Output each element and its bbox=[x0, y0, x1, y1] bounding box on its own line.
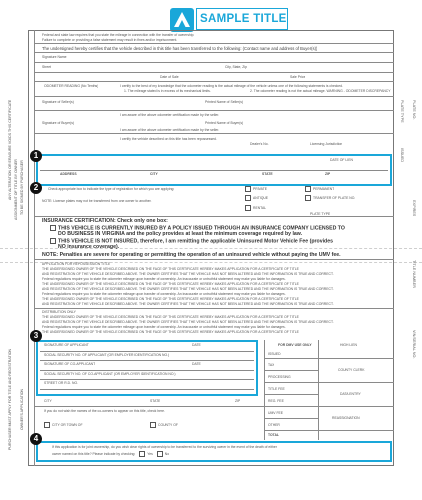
legal-text: Federal regulations require you to state the odometer mileage upon transfer of ownership. An inaccurate or untruthful statement may make you liable for damages. bbox=[42, 277, 286, 281]
form-line: Licensing Jurisdiction bbox=[310, 142, 343, 146]
rule bbox=[40, 370, 254, 371]
form-line: 2. The odometer reading is not the actual mileage. WARNING - ODOMETER DISCREPANCY bbox=[250, 89, 391, 93]
dmv-field: TITLE FEE bbox=[268, 387, 285, 391]
right-margin-text: VIN/SERIAL NO. bbox=[412, 330, 416, 359]
form-line: STREET OR R.D. NO. bbox=[44, 381, 79, 385]
legal-text: AND REGISTRATION OF THE VEHICLE DESCRIBED ABOVE. THE OWNER CERTIFIES THAT THE VEHICLE HAS NOT BEEN ALTERED AND THE INFORMATION IS TRUE AND CORRECT. bbox=[42, 272, 334, 276]
rule bbox=[34, 72, 394, 73]
rule bbox=[34, 308, 394, 309]
rule bbox=[34, 110, 394, 111]
option-label: CITY OR TOWN OF bbox=[52, 422, 83, 427]
form-line[interactable] bbox=[44, 422, 83, 428]
option-label: COUNTY OF bbox=[158, 422, 178, 427]
rule bbox=[40, 170, 388, 171]
legal-text: THE UNDERSIGNED OWNER OF THE VEHICLE DESCRIBED ON THE FACE OF THIS CERTIFICATE HEREBY MAKES APPLICATION FOR A CERTIFICATE OF TITLE bbox=[42, 282, 299, 286]
form-line: ODOMETER READING (No Tenths) bbox=[44, 84, 99, 88]
rule bbox=[34, 406, 264, 407]
form-line: Failure to complete or providing a false statement may result in fines and/or imprisonment. bbox=[42, 38, 178, 42]
legal-text: DISTRIBUTION ONLY bbox=[42, 310, 76, 314]
legal-text: Federal regulations require you to state the odometer mileage upon transfer of ownership. An inaccurate or untruthful statement may make you liable for damages. bbox=[42, 292, 286, 296]
dmv-field: COUNTY CLERK bbox=[338, 368, 365, 372]
penalty-note: NOTE: Penalties are severe for operating or permitting the operation of an uninsured vehicle without paying the UMV fee. bbox=[42, 252, 341, 258]
form-line: Check appropriate box to indicate the type of registration for which you are applying: bbox=[48, 187, 175, 191]
option-label: TRANSFER OF PLATE NO. bbox=[313, 195, 356, 200]
checkbox[interactable] bbox=[245, 195, 251, 201]
checkbox[interactable] bbox=[50, 225, 56, 231]
registration-option[interactable] bbox=[245, 186, 267, 192]
rule bbox=[34, 62, 394, 63]
legal-text: AND REGISTRATION OF THE VEHICLE DESCRIBED ABOVE. THE OWNER CERTIFIES THAT THE VEHICLE HAS NOT BEEN ALTERED AND THE INFORMATION IS TRUE AND CORRECT. bbox=[42, 302, 334, 306]
checkbox[interactable] bbox=[150, 422, 156, 428]
rule bbox=[264, 394, 318, 395]
right-margin-text: EXPIRES bbox=[412, 200, 416, 217]
option-label: RENTAL bbox=[253, 205, 267, 210]
dmv-field: HIGH LIEN bbox=[340, 343, 357, 347]
legal-text: THE UNDERSIGNED OWNER OF THE VEHICLE DESCRIBED ON THE FACE OF THIS CERTIFICATE HEREBY MAKES APPLICATION FOR A CERTIFICATE OF TITLE bbox=[42, 267, 299, 271]
form-line: CITY bbox=[44, 399, 52, 403]
step-badge-1: 1 bbox=[30, 150, 42, 162]
rule bbox=[40, 379, 254, 380]
dmv-heading: FOR DMV USE ONLY bbox=[278, 343, 312, 347]
dmv-field: DATA ENTRY bbox=[340, 392, 361, 396]
dmv-field: TOTAL bbox=[268, 433, 279, 437]
insurance-text: THIS VEHICLE IS NOT INSURED, therefore, I am remitting the applicable Uninsured Motor Vehicle Fee (provides bbox=[58, 238, 333, 245]
rule bbox=[34, 43, 394, 44]
right-margin-text: PLATE TYPE bbox=[400, 100, 404, 123]
right-margin-text: ISSUED bbox=[400, 148, 404, 163]
triangle-logo-icon bbox=[170, 8, 194, 32]
rule bbox=[34, 259, 394, 260]
yes-label: Yes bbox=[147, 451, 153, 456]
registration-option[interactable] bbox=[245, 195, 268, 201]
form-line: PLATE TYPE bbox=[310, 212, 331, 216]
left-margin-text: ASSIGNMENT OF TITLE BY OWNER bbox=[14, 159, 18, 220]
rule bbox=[264, 406, 394, 407]
left-margin-text: PURCHASER MUST APPLY FOR TITLE AND REGISTRATION bbox=[8, 348, 12, 450]
form-line: DATE bbox=[192, 343, 201, 347]
legal-text: THE UNDERSIGNED OWNER OF THE VEHICLE DESCRIBED ON THE FACE OF THIS CERTIFICATE HEREBY MAKES APPLICATION FOR A CERTIFICATE OF TITLE bbox=[42, 330, 299, 334]
legal-text: THE UNDERSIGNED OWNER OF THE VEHICLE DESCRIBED ON THE FACE OF THIS CERTIFICATE HEREBY MAKES APPLICATION FOR A CERTIFICATE OF TITLE bbox=[42, 315, 299, 319]
rule bbox=[264, 370, 318, 371]
form-line: Federal and state law requires that you state the mileage in connection with the transfer of ownership. bbox=[42, 33, 195, 37]
checkbox[interactable] bbox=[305, 186, 311, 192]
form-line: If you do not wish the names of the co-owners to appear on this title, check here. bbox=[44, 409, 166, 413]
dmv-field: OTHER bbox=[268, 423, 280, 427]
step-badge-2: 2 bbox=[30, 182, 42, 194]
legal-text: AND REGISTRATION OF THE VEHICLE DESCRIBED ABOVE. THE OWNER CERTIFIES THAT THE VEHICLE HAS NOT BEEN ALTERED AND THE INFORMATION IS TRUE AND CORRECT. bbox=[42, 287, 334, 291]
dmv-field: ISSUED bbox=[268, 352, 281, 356]
insurance-text: NO insurance coverage). bbox=[58, 244, 120, 250]
insurance-text: DO BUSINESS IN VIRGINIA and the policy provides at least the minimum coverage required by law. bbox=[58, 231, 303, 237]
rule bbox=[34, 216, 394, 217]
form-line: Signature of Seller(s) bbox=[42, 100, 74, 104]
rule bbox=[34, 96, 394, 97]
rule bbox=[264, 430, 394, 431]
rule bbox=[264, 382, 394, 383]
rule bbox=[40, 389, 254, 390]
page-title: SAMPLE TITLE bbox=[200, 13, 287, 25]
form-line: City, State, Zip bbox=[225, 65, 247, 69]
form-line: NOTE: License plates may not be transferred from one owner to another. bbox=[42, 199, 152, 203]
rule bbox=[34, 133, 394, 134]
form-line: 1. The mileage stated is in excess of its mechanical limits. bbox=[124, 89, 211, 93]
form-line: Sale Price bbox=[290, 75, 306, 79]
rule bbox=[264, 358, 394, 359]
dmv-field: REASSIGNATION bbox=[332, 416, 360, 420]
rule bbox=[34, 52, 394, 53]
checkbox[interactable] bbox=[44, 422, 50, 428]
step-badge-3: 3 bbox=[30, 330, 42, 342]
checkbox[interactable] bbox=[245, 205, 251, 211]
form-line: Signature of Buyer(s) bbox=[42, 121, 75, 125]
form-line: SOCIAL SECURITY NO. OF CO-APPLICANT (OR EMPLOYER IDENTIFICATION NO.) bbox=[44, 372, 176, 376]
form-line: The undersigned hereby certifies that the vehicle described in this title has been transferred to the following: (Contact name and address of Buyer(s)) bbox=[42, 46, 318, 51]
step-badge-4: 4 bbox=[30, 433, 42, 445]
insurance-text: THIS VEHICLE IS CURRENTLY INSURED BY A POLICY ISSUED THROUGH AN INSURANCE COMPANY LICENSED TO bbox=[58, 225, 345, 232]
form-line: SIGNATURE OF APPLICANT bbox=[44, 343, 89, 347]
form-line: SOCIAL SECURITY NO. OF APPLICANT (OR EMPLOYER IDENTIFICATION NO.) bbox=[44, 353, 170, 357]
form-line: ZIP bbox=[235, 399, 241, 403]
form-line: I certify to the best of my knowledge that the odometer reading is the actual mileage of the vehicle unless one of the following statements is checked. bbox=[120, 84, 343, 88]
highlight-box-3 bbox=[36, 340, 258, 396]
left-margin-text: ANY ALTERATION OR ERASURE VOIDS THIS CERTIFICATE bbox=[8, 99, 12, 200]
form-line: STATE bbox=[150, 399, 161, 403]
dmv-field: TAX bbox=[268, 363, 275, 367]
checkbox[interactable] bbox=[50, 238, 56, 244]
checkbox[interactable] bbox=[305, 195, 311, 201]
right-margin-text: PLATE NO. bbox=[412, 100, 416, 120]
legal-text: AND REGISTRATION OF THE VEHICLE DESCRIBED ABOVE. THE OWNER CERTIFIES THAT THE VEHICLE HAS NOT BEEN ALTERED AND THE INFORMATION IS TRUE AND CORRECT. bbox=[42, 320, 334, 324]
state-label: STATE bbox=[262, 172, 273, 176]
form-line: Street bbox=[42, 65, 52, 69]
form-line: I am aware of the above odometer certification made by the seller. bbox=[120, 128, 220, 132]
checkbox[interactable] bbox=[245, 186, 251, 192]
rule bbox=[40, 351, 254, 352]
form-line: Printed Name of Seller(s) bbox=[205, 100, 244, 104]
dmv-column-border bbox=[264, 340, 265, 440]
registration-option[interactable] bbox=[305, 186, 334, 192]
rule bbox=[40, 360, 254, 361]
option-label: ANTIQUE bbox=[253, 195, 269, 200]
form-line: DATE bbox=[192, 362, 201, 366]
right-margin-text: TITLE NUMBER bbox=[412, 260, 416, 288]
yes-checkbox[interactable] bbox=[139, 451, 145, 457]
form-line: I certify the vehicle described on this title has been repossessed. bbox=[120, 137, 217, 141]
no-checkbox[interactable] bbox=[157, 451, 163, 457]
form-line: DATE OF LIEN bbox=[330, 158, 353, 162]
left-margin-text: TO BE SIGNED BY PURCHASER bbox=[20, 160, 24, 215]
legal-text: Federal regulations require you to state the odometer mileage upon transfer of ownership. An inaccurate or untruthful statement may make you liable for damages. bbox=[42, 325, 286, 329]
city-label: CITY bbox=[150, 172, 158, 176]
rule bbox=[264, 418, 318, 419]
dmv-column-border bbox=[318, 340, 319, 440]
rule bbox=[34, 81, 394, 82]
form-line: Printed Name of Buyer(s) bbox=[205, 121, 244, 125]
registration-option[interactable] bbox=[305, 195, 355, 201]
option-label: PRIVATE bbox=[253, 186, 268, 191]
dmv-field: UMV FEE bbox=[268, 411, 284, 415]
survivorship-question: If this application is for joint ownership, do you wish clear rights of ownership to be transferred to the surviving owner in the event of the death of either bbox=[52, 445, 277, 449]
address-label: ADDRESS bbox=[60, 172, 77, 176]
left-margin-text: OWNER'S APPLICATION bbox=[20, 388, 24, 430]
dmv-field: REG. FEE bbox=[268, 399, 284, 403]
form-line: I am aware of the above odometer certification made by the seller. bbox=[120, 113, 220, 117]
registration-option[interactable] bbox=[245, 205, 266, 211]
option-label: PERMANENT bbox=[313, 186, 335, 191]
survivorship-question-cont bbox=[52, 451, 169, 457]
insurance-heading: INSURANCE CERTIFICATION: Check only one box: bbox=[42, 218, 168, 224]
legal-text: APPLICATION FOR REPOSSESSION TITLE bbox=[42, 262, 111, 266]
dmv-field: PROCESSING bbox=[268, 375, 291, 379]
legal-text: THE UNDERSIGNED OWNER OF THE VEHICLE DESCRIBED ON THE FACE OF THIS CERTIFICATE HEREBY MAKES APPLICATION FOR A CERTIFICATE OF TITLE bbox=[42, 297, 299, 301]
no-label: No bbox=[164, 451, 170, 456]
survivorship-text: owner named on this title? Please indicate by checking: bbox=[52, 451, 136, 456]
zip-label: ZIP bbox=[325, 172, 331, 176]
form-line: Date of Sale bbox=[160, 75, 179, 79]
form-line: Dealer's No. bbox=[250, 142, 269, 146]
form-line[interactable] bbox=[150, 422, 178, 428]
form-line: SIGNATURE OF CO-APPLICANT bbox=[44, 362, 96, 366]
form-line: Signature Name bbox=[42, 55, 67, 59]
